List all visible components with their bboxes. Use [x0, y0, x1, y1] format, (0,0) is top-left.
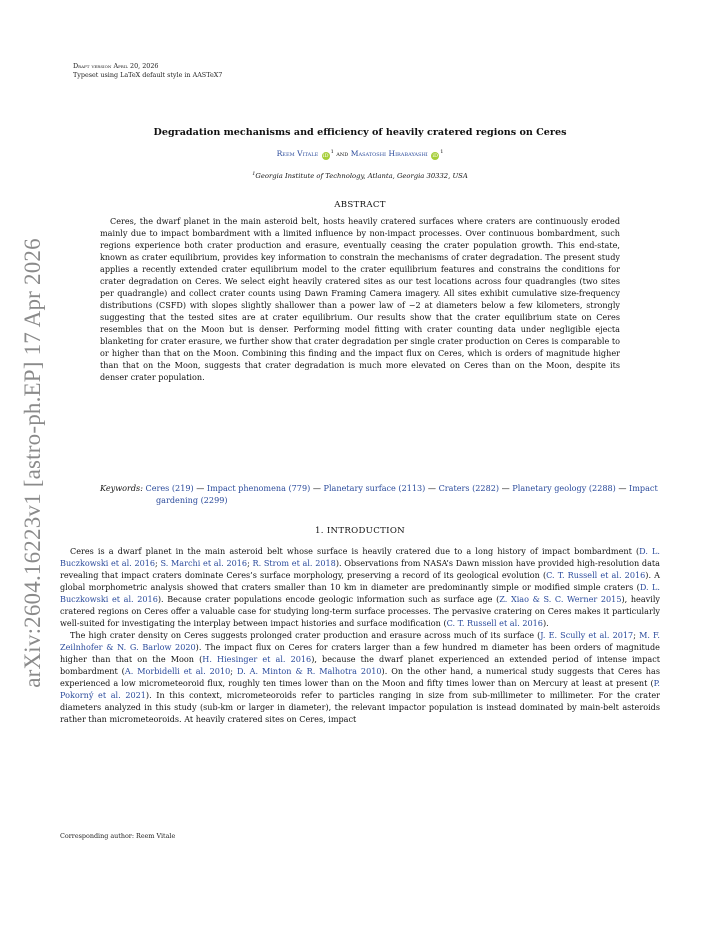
- corresponding-author-footnote: Corresponding author: Reem Vitale: [60, 832, 176, 840]
- paragraph-text: ;: [247, 558, 253, 568]
- paragraph-text: ). A global morphometric analysis showed that craters smaller than 10 km in diameter are predominantly simple or modified simple craters (: [60, 570, 660, 592]
- author-connector: and: [336, 149, 349, 158]
- keyword-link[interactable]: Impact phenomena (779): [206, 483, 311, 493]
- paragraph-text: The high crater density on Ceres suggests prolonged crater production and erasure across much of its surface (: [70, 630, 541, 640]
- citation-link[interactable]: D. A. Minton & R. Malhotra 2010: [236, 666, 382, 676]
- section-body: [60, 545, 660, 725]
- page-header: [73, 62, 222, 80]
- paragraph-text: ). Observations from NASA’s Dawn mission have provided high-resolution data revealing that impact craters dominate Ceres’s surface morphology, preserving a record of its geological evolution (: [60, 558, 660, 580]
- paragraph-text: ).: [542, 618, 549, 628]
- affiliation-mark: 1: [252, 171, 256, 177]
- citation-link[interactable]: A. Morbidelli et al. 2010: [124, 666, 231, 676]
- keywords-label: Keywords:: [100, 483, 143, 493]
- affiliation-mark: 1: [330, 149, 334, 155]
- paper-title: Degradation mechanisms and efficiency of heavily cratered regions on Ceres: [153, 127, 567, 138]
- section-heading: 1. INTRODUCTION: [315, 526, 405, 536]
- keyword-link[interactable]: Planetary geology (2288): [512, 483, 616, 493]
- author-name[interactable]: Reem Vitale: [276, 149, 319, 158]
- citation-link[interactable]: J. E. Scully et al. 2017: [540, 630, 634, 640]
- paragraph-text: ), heavily cratered regions on Ceres offer a valuable case for studying long-term surface processes. The pervasive cratering on Ceres makes it particularly well-suited for investigating the interplay between impact histories and surface modification (: [60, 594, 660, 628]
- arxiv-identifier: arXiv:2604.16223v1 [astro-ph.EP] 17 Apr 2026: [20, 238, 45, 688]
- paragraph-text: ;: [633, 630, 640, 640]
- affiliation-mark: 1: [440, 149, 444, 155]
- abstract-text: Ceres, the dwarf planet in the main asteroid belt, hosts heavily cratered surfaces where craters are continuously eroded mainly due to impact bombardment with a limited influence by non-impact processes. Over continuous bombardment, such regions experience both crater production and erasure, eventually ceasing the crater population growth. This end-state, known as crater equilibrium, provides key information to constrain the mechanisms of crater degradation. The present study applies a recently extended crater equilibrium model to the crater equilibrium features and constrains the conditions for crater degradation on Ceres. We select eight heavily cratered sites as our test locations across four quadrangles (two sites per quadrangle) and collect crater counts using Dawn Framing Camera imagery. All sites exhibit cumulative size-frequency distributions (CSFD) with slopes slightly shallower than a power law of −2 at diameters below a few kilometers, strongly suggesting that the tested sites are at crater equilibrium. Our results show that the crater equilibrium state on Ceres resembles that on the Moon but is denser. Performing model fitting with crater counting data under negligible ejecta blanketing for crater erasure, we further show that crater degradation per single crater production on Ceres is comparable to or higher than that on the Moon. Combining this finding and the impact flux on Ceres, which is orders of magnitude higher than that on the Moon, suggests that crater degradation is much more elevated on Ceres than on the Moon, despite its denser crater population.: [100, 216, 620, 382]
- paragraph-text: ). In this context, micrometeoroids refer to particles ranging in size from sub-millimeter to millimeter. For the crater diameters analyzed in this study (sub-km or larger in diameter), the relevant impactor population is instead dominated by main-belt asteroids rather than micrometeoroids. At heavily cratered sites on Ceres, impact: [60, 690, 660, 724]
- orcid-icon[interactable]: iD: [432, 153, 439, 159]
- keywords: [100, 482, 676, 506]
- keyword-link[interactable]: Planetary surface (2113): [323, 483, 426, 493]
- citation-link[interactable]: Z. Xiao & S. C. Werner 2015: [499, 594, 622, 604]
- citation-link[interactable]: C. T. Russell et al. 2016: [446, 618, 543, 628]
- citation-link[interactable]: D. L. Buczkowski et al. 2016: [60, 546, 660, 568]
- paragraph-text: ). Because crater populations encode geologic information such as surface age (: [157, 594, 500, 604]
- paragraph-text: ;: [230, 666, 237, 676]
- author-list: [60, 149, 660, 160]
- author-name[interactable]: Masatoshi Hirabayashi: [350, 149, 428, 158]
- affiliation-text: Georgia Institute of Technology, Atlanta, Georgia 30332, USA: [255, 172, 468, 180]
- orcid-icon[interactable]: iD: [322, 153, 329, 159]
- citation-link[interactable]: D. L. Buczkowski et al. 2016: [60, 582, 660, 604]
- keywords-list: Ceres (219) — Impact phenomena (779) — Planetary surface (2113) — Craters (2282) — Planetary geology (2288) — Impact gardening (2299): [145, 483, 658, 505]
- paragraph-text: ). On the other hand, a numerical study suggests that Ceres has experienced a low micrometeoroid flux, roughly ten times lower than on the Moon and fifty times lower than on Mercury at least at present (: [60, 666, 660, 688]
- arxiv-side-stamp: [14, 228, 52, 698]
- affiliation: [60, 171, 660, 180]
- paragraph-text: Ceres is a dwarf planet in the main asteroid belt whose surface is heavily cratered due to a long history of impact bombardment (: [70, 546, 640, 556]
- draft-version: Draft version April 20, 2026: [73, 62, 159, 70]
- keyword-link[interactable]: Impact gardening (2299): [156, 483, 658, 505]
- paragraph-text: ), because the dwarf planet experienced an extended period of intense impact bombardment (: [60, 654, 661, 676]
- citation-link[interactable]: H. Hiesinger et al. 2016: [202, 654, 312, 664]
- abstract-heading: ABSTRACT: [334, 200, 386, 210]
- citation-link[interactable]: M. F. Zeilnhofer & N. G. Barlow 2020: [60, 630, 660, 652]
- paragraph: [60, 545, 660, 629]
- citation-link[interactable]: R. Strom et al. 2018: [252, 558, 336, 568]
- keyword-link[interactable]: Ceres (219): [145, 483, 194, 493]
- paragraph-text: ). The impact flux on Ceres for craters larger than a few hundred m diameter has been orders of magnitude higher than that on the Moon (: [60, 642, 660, 664]
- typeset-note: Typeset using LaTeX default style in AASTeX7: [73, 71, 223, 79]
- citation-link[interactable]: C. T. Russell et al. 2016: [546, 570, 646, 580]
- citation-link[interactable]: P. Pokorný et al. 2021: [60, 678, 660, 700]
- paragraph: [60, 629, 660, 725]
- keyword-link[interactable]: Craters (2282): [438, 483, 500, 493]
- paragraph-text: ;: [155, 558, 161, 568]
- citation-link[interactable]: S. Marchi et al. 2016: [160, 558, 248, 568]
